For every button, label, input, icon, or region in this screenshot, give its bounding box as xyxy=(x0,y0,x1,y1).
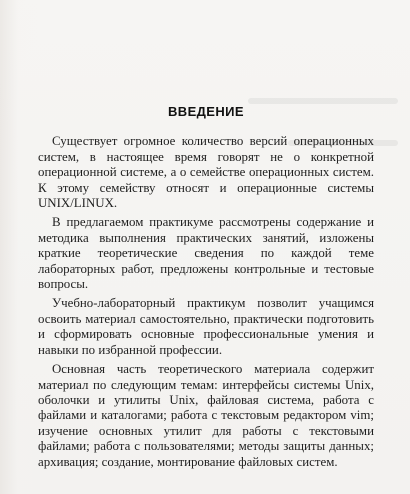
paragraph: В предлагаемом практикуме рассмотрены содержание и методика выполнения практических занятий, изложены краткие теоретические сведения по каждой теме лабораторных работ, предложены контрольные и тестовые вопросы. xyxy=(38,215,374,292)
section-title: ВВЕДЕНИЕ xyxy=(168,104,244,119)
page-content xyxy=(38,104,374,474)
paragraph: Существует огромное количество версий операционных систем, в настоящее время говорят не о конкретной операционной системе, а о семействе операционных систем. К этому семейству относят и операционные системы UNIX/LINUX. xyxy=(38,134,374,211)
paragraph: Учебно-лабораторный практикум позволит учащимся освоить материал самостоятельно, практически подготовить и сформировать основные профессиональные умения и навыки по избранной профессии. xyxy=(38,296,374,357)
paragraph: Основная часть теоретического материала содержит материал по следующим темам: интерфейсы системы Unix, оболочки и утилиты Unix, файловая система, работа с файлами и каталогами; работа с текстовым редактором vim; изучение основных утилит для работы с текстовыми файлами; работа с пользователями; методы защиты данных; архивация; создание, монтирование файловых систем. xyxy=(38,362,374,469)
